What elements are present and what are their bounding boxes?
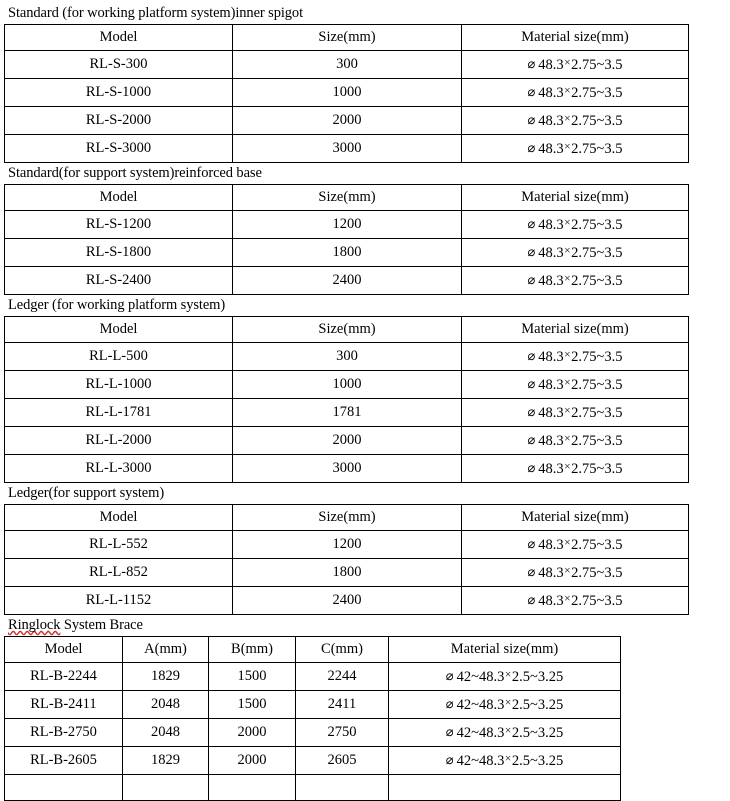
material-outer-diameter: 42~48.3 xyxy=(456,753,505,769)
multiply-icon: × xyxy=(504,697,512,709)
column-header-model: Model xyxy=(5,317,233,343)
multiply-icon: × xyxy=(564,461,571,473)
diameter-icon: ⌀ xyxy=(527,404,536,419)
cell-material-size xyxy=(462,587,689,615)
diameter-icon: ⌀ xyxy=(527,460,536,475)
cell-material-size xyxy=(462,531,689,559)
material-size-value xyxy=(527,427,622,454)
cell-material-size xyxy=(389,747,621,775)
cell-a: 2048 xyxy=(123,691,209,719)
material-outer-diameter: 42~48.3 xyxy=(456,669,505,685)
cell-model: RL-S-2000 xyxy=(5,107,233,135)
section-title-2: Ledger (for working platform system) xyxy=(8,297,226,313)
cell-material-size xyxy=(462,267,689,295)
table-header-row xyxy=(5,505,689,531)
multiply-icon: × xyxy=(564,217,571,229)
diameter-icon: ⌀ xyxy=(445,724,454,739)
material-size-value xyxy=(527,51,622,78)
material-outer-diameter: 48.3 xyxy=(538,461,564,477)
column-header-model: Model xyxy=(5,185,233,211)
cell-material-size xyxy=(462,371,689,399)
diameter-icon: ⌀ xyxy=(527,84,536,99)
material-size-value xyxy=(527,399,622,426)
material-outer-diameter: 48.3 xyxy=(538,377,564,393)
column-header-size: Size(mm) xyxy=(233,25,462,51)
diameter-icon: ⌀ xyxy=(445,696,454,711)
table-row xyxy=(5,79,689,107)
diameter-icon: ⌀ xyxy=(445,668,454,683)
material-size-value xyxy=(446,663,563,690)
material-wall-thickness: 2.75~3.5 xyxy=(571,273,623,289)
table-header-row xyxy=(5,637,621,663)
column-header-c: C(mm) xyxy=(296,637,389,663)
table-row xyxy=(5,587,689,615)
table-row xyxy=(5,399,689,427)
material-size-value xyxy=(527,455,622,482)
table-1 xyxy=(4,184,689,295)
cell-model: RL-B-2244 xyxy=(5,663,123,691)
material-outer-diameter: 48.3 xyxy=(538,405,564,421)
cell-material-size xyxy=(462,399,689,427)
material-wall-thickness: 2.75~3.5 xyxy=(571,349,623,365)
cell-size: 1800 xyxy=(233,559,462,587)
table-header-row xyxy=(5,317,689,343)
cell-b xyxy=(209,775,296,801)
cell-size: 2400 xyxy=(233,587,462,615)
material-outer-diameter: 48.3 xyxy=(538,85,564,101)
cell-model: RL-S-1800 xyxy=(5,239,233,267)
cell-c xyxy=(296,775,389,801)
cell-b: 1500 xyxy=(209,691,296,719)
cell-material-size xyxy=(462,51,689,79)
material-size-value xyxy=(527,343,622,370)
multiply-icon: × xyxy=(564,433,571,445)
multiply-icon: × xyxy=(564,141,571,153)
material-wall-thickness: 2.5~3.25 xyxy=(511,725,564,741)
cell-material-size xyxy=(462,455,689,483)
cell-c: 2605 xyxy=(296,747,389,775)
column-header-model: Model xyxy=(5,637,123,663)
table-row xyxy=(5,343,689,371)
diameter-icon: ⌀ xyxy=(527,244,536,259)
diameter-icon: ⌀ xyxy=(527,536,536,551)
multiply-icon: × xyxy=(564,245,571,257)
cell-size: 2400 xyxy=(233,267,462,295)
section-title-3: Ledger(for support system) xyxy=(8,485,165,501)
material-wall-thickness: 2.75~3.5 xyxy=(571,593,623,609)
cell-a: 1829 xyxy=(123,747,209,775)
cell-a: 1829 xyxy=(123,663,209,691)
table-row xyxy=(5,559,689,587)
cell-size: 1200 xyxy=(233,531,462,559)
multiply-icon: × xyxy=(504,669,512,681)
material-wall-thickness: 2.75~3.5 xyxy=(571,405,623,421)
multiply-icon: × xyxy=(504,753,512,765)
table-header-row xyxy=(5,25,689,51)
cell-material-size xyxy=(462,559,689,587)
cell-size: 3000 xyxy=(233,455,462,483)
material-outer-diameter: 48.3 xyxy=(538,565,564,581)
column-header-material-size: Material size(mm) xyxy=(462,185,689,211)
material-wall-thickness: 2.75~3.5 xyxy=(571,141,623,157)
cell-size: 2000 xyxy=(233,107,462,135)
column-header-size: Size(mm) xyxy=(233,505,462,531)
diameter-icon: ⌀ xyxy=(527,376,536,391)
cell-material-size xyxy=(389,663,621,691)
cell-material-size xyxy=(389,719,621,747)
section-title-0: Standard (for working platform system)inner spigot xyxy=(8,5,304,21)
material-size-value xyxy=(446,691,563,718)
material-size-value xyxy=(527,211,622,238)
material-size-value xyxy=(527,371,622,398)
material-outer-diameter: 48.3 xyxy=(538,537,564,553)
table-row xyxy=(5,135,689,163)
cell-material-size xyxy=(462,239,689,267)
cell-model: RL-B-2750 xyxy=(5,719,123,747)
column-header-a: A(mm) xyxy=(123,637,209,663)
material-wall-thickness: 2.75~3.5 xyxy=(571,85,623,101)
cell-b: 2000 xyxy=(209,719,296,747)
column-header-model: Model xyxy=(5,25,233,51)
material-size-value xyxy=(446,747,563,774)
material-outer-diameter: 48.3 xyxy=(538,433,564,449)
material-wall-thickness: 2.75~3.5 xyxy=(571,217,623,233)
material-outer-diameter: 48.3 xyxy=(538,273,564,289)
material-wall-thickness: 2.5~3.25 xyxy=(511,753,564,769)
cell-b: 1500 xyxy=(209,663,296,691)
multiply-icon: × xyxy=(564,349,571,361)
material-outer-diameter: 42~48.3 xyxy=(456,697,505,713)
cell-model: RL-B-2605 xyxy=(5,747,123,775)
multiply-icon: × xyxy=(504,725,512,737)
diameter-icon: ⌀ xyxy=(527,56,536,71)
table-row xyxy=(5,51,689,79)
material-size-value xyxy=(527,559,622,586)
cell-model: RL-S-300 xyxy=(5,51,233,79)
cell-model: RL-L-852 xyxy=(5,559,233,587)
multiply-icon: × xyxy=(564,405,571,417)
cell-model: RL-L-1000 xyxy=(5,371,233,399)
material-size-value xyxy=(446,719,563,746)
multiply-icon: × xyxy=(564,113,571,125)
material-wall-thickness: 2.5~3.25 xyxy=(511,669,564,685)
diameter-icon: ⌀ xyxy=(527,432,536,447)
cell-model: RL-L-1152 xyxy=(5,587,233,615)
cell-model: RL-S-1200 xyxy=(5,211,233,239)
cell-size: 1781 xyxy=(233,399,462,427)
material-outer-diameter: 48.3 xyxy=(538,113,564,129)
column-header-b: B(mm) xyxy=(209,637,296,663)
material-size-value xyxy=(527,267,622,294)
table-row xyxy=(5,239,689,267)
material-wall-thickness: 2.75~3.5 xyxy=(571,245,623,261)
cell-model: RL-L-1781 xyxy=(5,399,233,427)
table-row xyxy=(5,267,689,295)
table-row xyxy=(5,663,621,691)
material-outer-diameter: 48.3 xyxy=(538,593,564,609)
cell-material-size xyxy=(462,343,689,371)
column-header-size: Size(mm) xyxy=(233,317,462,343)
section-title-1: Standard(for support system)reinforced base xyxy=(8,165,262,181)
multiply-icon: × xyxy=(564,57,571,69)
multiply-icon: × xyxy=(564,565,571,577)
cell-size: 1000 xyxy=(233,79,462,107)
cell-size: 300 xyxy=(233,51,462,79)
cell-material-size xyxy=(462,211,689,239)
table-row xyxy=(5,775,621,801)
diameter-icon: ⌀ xyxy=(527,564,536,579)
cell-size: 1000 xyxy=(233,371,462,399)
column-header-material-size: Material size(mm) xyxy=(389,637,621,663)
table-row xyxy=(5,531,689,559)
multiply-icon: × xyxy=(564,377,571,389)
material-outer-diameter: 48.3 xyxy=(538,349,564,365)
section-ringlock-system-brace xyxy=(4,615,730,801)
table-header-row xyxy=(5,185,689,211)
material-size-value xyxy=(527,135,622,162)
cell-model xyxy=(5,775,123,801)
material-size-value xyxy=(527,107,622,134)
cell-a: 2048 xyxy=(123,719,209,747)
cell-material-size xyxy=(462,107,689,135)
material-size-value xyxy=(527,531,622,558)
material-wall-thickness: 2.75~3.5 xyxy=(571,565,623,581)
section-0 xyxy=(4,3,730,163)
diameter-icon: ⌀ xyxy=(445,752,454,767)
material-size-value xyxy=(527,239,622,266)
material-outer-diameter: 42~48.3 xyxy=(456,725,505,741)
cell-model: RL-S-3000 xyxy=(5,135,233,163)
multiply-icon: × xyxy=(564,273,571,285)
material-wall-thickness: 2.75~3.5 xyxy=(571,57,623,73)
material-wall-thickness: 2.75~3.5 xyxy=(571,461,623,477)
cell-c: 2244 xyxy=(296,663,389,691)
table-row xyxy=(5,107,689,135)
spec-sections-container xyxy=(4,3,730,615)
cell-size: 2000 xyxy=(233,427,462,455)
cell-a xyxy=(123,775,209,801)
spellcheck-word-ringlock: Ringlock xyxy=(8,617,61,633)
table-row xyxy=(5,691,621,719)
table-3 xyxy=(4,504,689,615)
cell-model: RL-B-2411 xyxy=(5,691,123,719)
material-outer-diameter: 48.3 xyxy=(538,141,564,157)
cell-size: 1200 xyxy=(233,211,462,239)
material-outer-diameter: 48.3 xyxy=(538,217,564,233)
material-outer-diameter: 48.3 xyxy=(538,245,564,261)
table-row xyxy=(5,427,689,455)
material-wall-thickness: 2.75~3.5 xyxy=(571,433,623,449)
cell-model: RL-S-2400 xyxy=(5,267,233,295)
multiply-icon: × xyxy=(564,85,571,97)
cell-size: 300 xyxy=(233,343,462,371)
cell-b: 2000 xyxy=(209,747,296,775)
cell-model: RL-S-1000 xyxy=(5,79,233,107)
material-wall-thickness: 2.75~3.5 xyxy=(571,113,623,129)
column-header-material-size: Material size(mm) xyxy=(462,317,689,343)
diameter-icon: ⌀ xyxy=(527,216,536,231)
material-size-value xyxy=(527,79,622,106)
cell-material-size xyxy=(462,427,689,455)
cell-model: RL-L-500 xyxy=(5,343,233,371)
section-1 xyxy=(4,163,730,295)
section-title-brace-rest: System Brace xyxy=(60,617,143,633)
cell-c: 2750 xyxy=(296,719,389,747)
table-row xyxy=(5,211,689,239)
material-wall-thickness: 2.75~3.5 xyxy=(571,377,623,393)
column-header-material-size: Material size(mm) xyxy=(462,25,689,51)
cell-material-size xyxy=(462,79,689,107)
cell-material-size xyxy=(389,775,621,801)
diameter-icon: ⌀ xyxy=(527,348,536,363)
cell-material-size xyxy=(389,691,621,719)
section-2 xyxy=(4,295,730,483)
cell-model: RL-L-2000 xyxy=(5,427,233,455)
cell-material-size xyxy=(462,135,689,163)
table-ringlock-system-brace xyxy=(4,636,621,801)
table-0 xyxy=(4,24,689,163)
table-row xyxy=(5,719,621,747)
multiply-icon: × xyxy=(564,593,571,605)
multiply-icon: × xyxy=(564,537,571,549)
column-header-size: Size(mm) xyxy=(233,185,462,211)
diameter-icon: ⌀ xyxy=(527,140,536,155)
cell-size: 1800 xyxy=(233,239,462,267)
table-row xyxy=(5,371,689,399)
diameter-icon: ⌀ xyxy=(527,112,536,127)
table-row xyxy=(5,747,621,775)
column-header-model: Model xyxy=(5,505,233,531)
cell-model: RL-L-552 xyxy=(5,531,233,559)
material-outer-diameter: 48.3 xyxy=(538,57,564,73)
table-row xyxy=(5,455,689,483)
diameter-icon: ⌀ xyxy=(527,272,536,287)
cell-model: RL-L-3000 xyxy=(5,455,233,483)
section-title-brace xyxy=(4,615,730,636)
material-wall-thickness: 2.75~3.5 xyxy=(571,537,623,553)
cell-size: 3000 xyxy=(233,135,462,163)
cell-c: 2411 xyxy=(296,691,389,719)
column-header-material-size: Material size(mm) xyxy=(462,505,689,531)
table-2 xyxy=(4,316,689,483)
section-3 xyxy=(4,483,730,615)
diameter-icon: ⌀ xyxy=(527,592,536,607)
material-size-value xyxy=(527,587,622,614)
material-wall-thickness: 2.5~3.25 xyxy=(511,697,564,713)
